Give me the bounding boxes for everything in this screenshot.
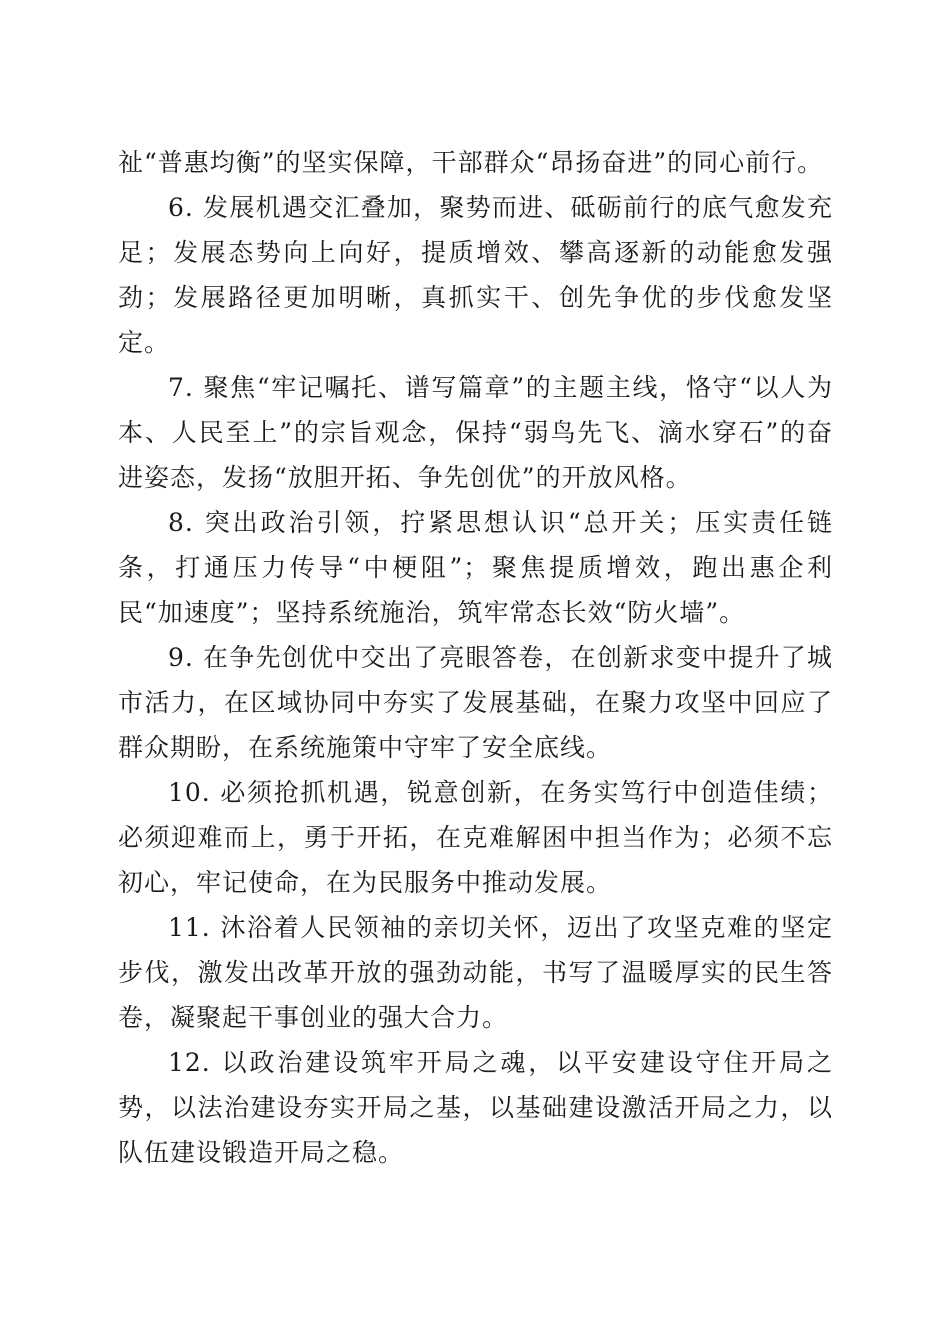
document-body	[118, 140, 833, 1175]
paragraph-item-8: 8. 突出政治引领，拧紧思想认识“总开关；压实责任链条，打通压力传导“中梗阻”；聚焦提质增效，跑出惠企利民“加速度”；坚持系统施治，筑牢常态长效“防火墙”。	[118, 508, 833, 627]
paragraph-item-6: 6. 发展机遇交汇叠加，聚势而进、砥砺前行的底气愈发充足；发展态势向上向好，提质增效、攀高逐新的动能愈发强劲；发展路径更加明晰，真抓实干、创先争优的步伐愈发坚定。	[118, 193, 833, 357]
paragraph-continued: 祉“普惠均衡”的坚实保障，干部群众“昂扬奋进”的同心前行。	[118, 148, 824, 177]
paragraph-item-7: 7. 聚焦“牢记嘱托、谱写篇章”的主题主线，恪守“以人为本、人民至上”的宗旨观念，保持“弱鸟先飞、滴水穿石”的奋进姿态，发扬“放胆开拓、争先创优”的开放风格。	[118, 373, 833, 492]
paragraph-item-10: 10. 必须抢抓机遇，锐意创新，在务实笃行中创造佳绩；必须迎难而上，勇于开拓，在克难解困中担当作为；必须不忘初心，牢记使命，在为民服务中推动发展。	[118, 778, 833, 897]
paragraph-item-11: 11. 沐浴着人民领袖的亲切关怀，迈出了攻坚克难的坚定步伐，激发出改革开放的强劲动能，书写了温暖厚实的民生答卷，凝聚起干事创业的强大合力。	[118, 913, 833, 1032]
paragraph-item-12: 12. 以政治建设筑牢开局之魂，以平安建设守住开局之势，以法治建设夯实开局之基，以基础建设激活开局之力，以队伍建设锻造开局之稳。	[118, 1048, 833, 1167]
paragraph-item-9: 9. 在争先创优中交出了亮眼答卷，在创新求变中提升了城市活力，在区域协同中夯实了发展基础，在聚力攻坚中回应了群众期盼，在系统施策中守牢了安全底线。	[118, 643, 833, 762]
